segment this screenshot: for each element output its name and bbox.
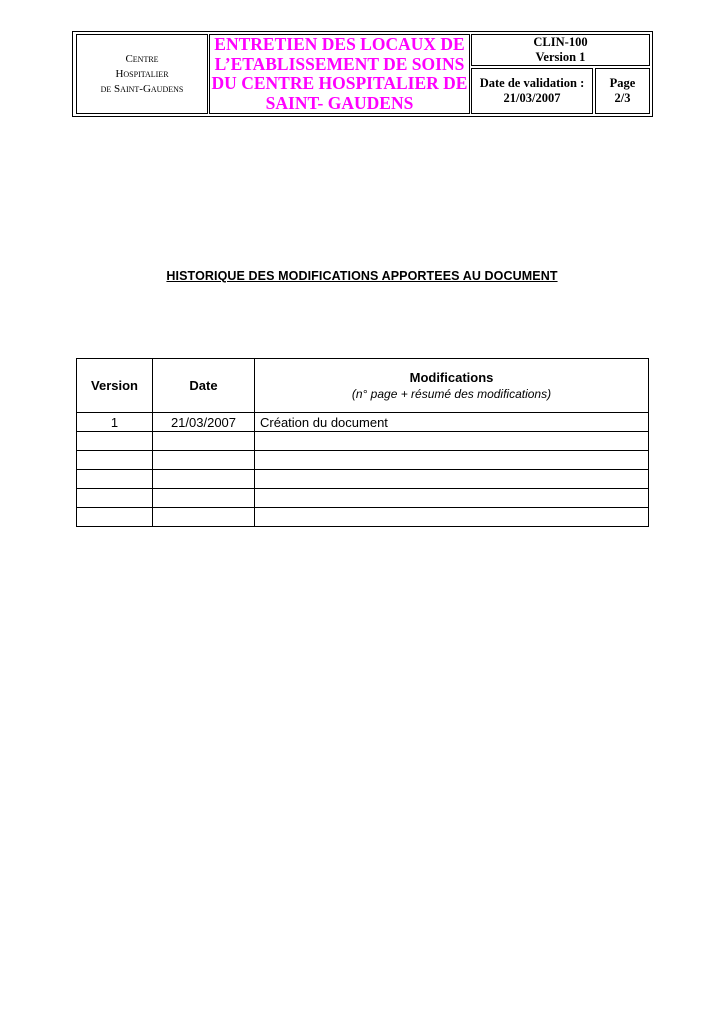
validation-label: Date de validation :: [479, 76, 585, 90]
section-heading: HISTORIQUE DES MODIFICATIONS APPORTEES AU DOCUMENT: [166, 269, 558, 283]
title-line-4: SAINT- GAUDENS: [265, 92, 414, 113]
version-text: Version 1: [535, 50, 586, 64]
cell-date: 21/03/2007: [153, 413, 255, 432]
code-text: CLIN-100: [533, 35, 588, 49]
cell-version: [77, 470, 153, 489]
validation-date-cell: [471, 68, 593, 114]
cell-date: [153, 432, 255, 451]
cell-modifications: [255, 489, 649, 508]
title-line-2: L’ETABLISSEMENT DE SOINS: [214, 53, 465, 74]
document-code: [471, 34, 650, 66]
table-row: [77, 470, 649, 489]
modifications-hint: (n° page + résumé des modifications): [351, 387, 552, 401]
modifications-label: Modifications: [409, 370, 494, 385]
cell-date: [153, 489, 255, 508]
cell-version: [77, 432, 153, 451]
cell-date: [153, 451, 255, 470]
cell-date: [153, 470, 255, 489]
cell-version: [77, 451, 153, 470]
cell-version: [77, 489, 153, 508]
organization-name: [76, 34, 208, 114]
document-header: [72, 31, 653, 117]
org-line-2: Hospitalier: [115, 67, 169, 80]
cell-version: [77, 508, 153, 527]
page-value: 2/3: [614, 91, 631, 105]
cell-modifications: [255, 432, 649, 451]
org-line-1: Centre: [125, 52, 159, 65]
cell-modifications: Création du document: [255, 413, 649, 432]
cell-modifications: [255, 451, 649, 470]
table-row: [77, 432, 649, 451]
page-number-cell: [595, 68, 650, 114]
table-row: [77, 451, 649, 470]
table-header-row: [77, 359, 649, 413]
cell-date: [153, 508, 255, 527]
history-table: [76, 358, 649, 527]
title-line-3: DU CENTRE HOSPITALIER DE: [211, 73, 468, 93]
cell-modifications: [255, 508, 649, 527]
validation-date: 21/03/2007: [503, 91, 561, 105]
page-label: Page: [609, 76, 636, 90]
column-header-modifications: [255, 359, 649, 413]
cell-version: 1: [77, 413, 153, 432]
column-header-version: Version: [77, 359, 153, 413]
document-title: [209, 34, 470, 114]
cell-modifications: [255, 470, 649, 489]
table-row: [77, 508, 649, 527]
org-line-3: de Saint-Gaudens: [100, 82, 184, 95]
column-header-date: Date: [153, 359, 255, 413]
table-row: [77, 489, 649, 508]
table-row: [77, 413, 649, 432]
title-line-1: ENTRETIEN DES LOCAUX DE: [214, 34, 465, 54]
